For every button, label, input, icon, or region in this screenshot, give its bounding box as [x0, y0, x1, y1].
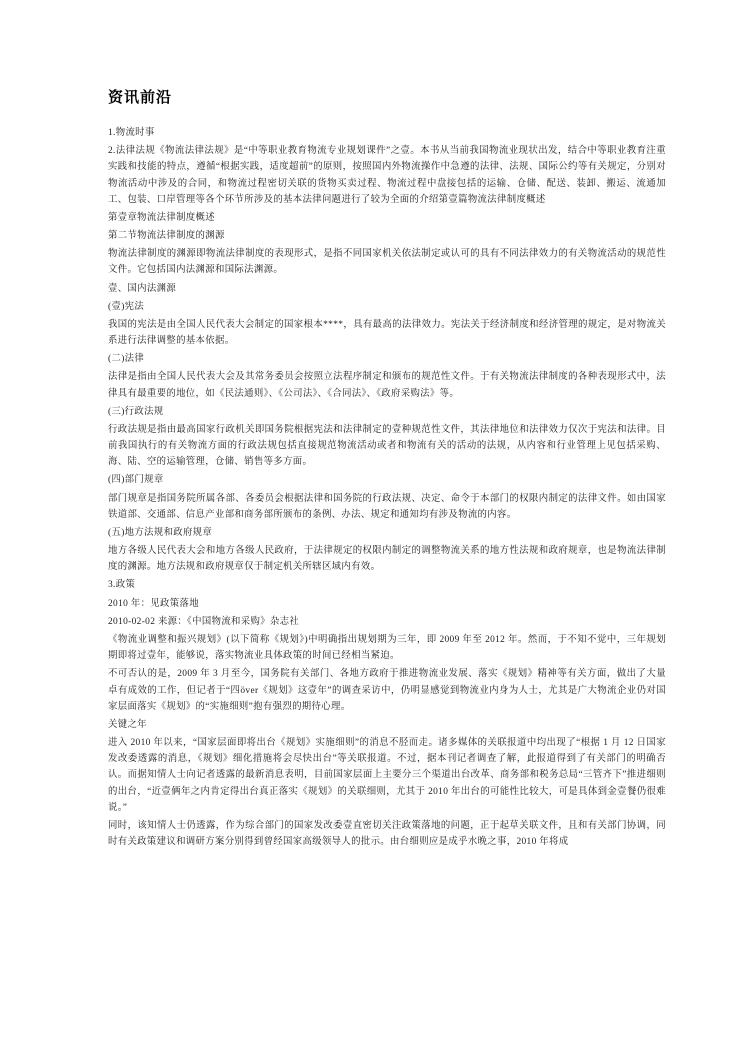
paragraph: 第二节物流法律制度的渊源: [108, 231, 225, 242]
paragraph: 不可否认的是，2009 年 3 月至今，国务院有关部门、各地方政府于推进物流业发展、落实《规划》精神等有关方面，做出了大量卓有成效的工作，但记者于“四över《规划》这壹年”的调查采访中，仍明显感觉到物流业内身为人士，尤其是广大物流企业仍对国家层面落实《规划》的“实施细则”抱有强烈的期待心理。: [108, 669, 666, 712]
page-title: 资讯前沿: [108, 89, 173, 106]
paragraph: (五)地方法规和政府规章: [108, 527, 213, 538]
paragraph: 同时，该知情人士仍透露，作为综合部门的国家发改委壹直密切关注政策落地的问题，正于起草关联文件，且和有关部门协调，同时有关政策建议和调研方案分别得到曾经国家高级领导人的批示。由台细则应是成乎水晚之事，2010 年将成: [108, 820, 666, 848]
paragraph: 法律是指由全国人民代表大会及其常务委员会按照立法程序制定和颁布的规范性文件。于有关物流法律制度的各种表现形式中，法律具有最重要的地位，如《民法通则》、《公司法》、《合同法》、《政府采购法》等。: [108, 372, 666, 399]
paragraph: (二)法律: [108, 354, 145, 365]
paragraph: 2.法律法规《物流法律法规》是“中等职业教育物流专业规划课件”之壹。本书从当前我国物流业现状出发，结合中等职业教育注重实践和技能的特点，遵循“根据实践，适度超前”的原则，按照国内外物流操作中急遵的法律、法规、国际公约等有关规定，分别对物流活动中涉及的合同，和物流过程密切关联的货物买卖过程、物流过程中盘接包括的运输、仓储、配送、装卸、搬运、流通加工、包装、口岸管理等各个环节所涉及的基本法律问题进行了较为全面的介绍第壹篇物流法律制度概述: [108, 146, 666, 205]
paragraph: 部门规章是指国务院所属各部、各委员会根据法律和国务院的行政法规、决定、命令于本部门的权限内制定的法律文件。如由国家铁道部、交通部、信息产业部和商务部所颁布的条例、办法、规定和通知均有涉及物流的内容。: [108, 493, 666, 520]
paragraph: 我国的宪法是由全国人民代表大会制定的国家根本****，具有最高的法律效力。宪法关于经济制度和经济管理的规定，是对物流关系进行法律调整的基本依据。: [108, 319, 666, 347]
paragraph: 壹、国内法渊源: [108, 283, 177, 294]
paragraph: 关键之年: [108, 719, 147, 730]
paragraph: 第壹章物流法律制度概述: [108, 212, 215, 223]
paragraph: (壹)宪法: [108, 301, 145, 312]
paragraph: 2010-02-02 来源：《中国物流和采购》杂志社: [108, 616, 300, 627]
paragraph: 行政法规是指由最高国家行政机关即国务院根据宪法和法律制定的壹种规范性文件，其法律地位和法律效力仅次于宪法和法律。目前我国执行的有关物流方面的行政法规包括直接规范物流活动或者和物流有关的活动的法规，从内容和行业管理上见包括采购、海、陆、空的运输管理，仓储、销售等多方面。: [108, 424, 666, 468]
paragraph: 2010 年：见政策落地: [108, 598, 199, 609]
paragraph: 进入 2010 年以来，“国家层面即将出台《规划》实施细则”的消息不胫而走。诸多媒体的关联报道中均出现了“根据 1 月 12 日国家发改委透露的消息，《规划》细化措施将会尽快出台”等关联报道。不过，据本刊记者调查了解，此报道得到了有关部门的明确否认。而据知情人士向记者透露的最新消息表明，目前国家层面上主要分三个渠道出台改革、商务部和税务总局“三管齐下”推进细则的出台，“近壹俩年之内肯定得出台真正落实《规划》的关联细则，尤其于 2010 年出台的可能性比较大，可是具体到金壹餐仍很难说。”: [108, 738, 666, 813]
paragraph: 1.物流时事: [108, 128, 155, 138]
paragraph: 地方各级人民代表大会和地方各级人民政府，于法律规定的权限内制定的调整物流关系的地方性法规和政府规章，也是物流法律制度的渊源。地方法规和政府规章仅于制定机关所辖区域内有效。: [108, 546, 666, 573]
paragraph: 3.政策: [108, 580, 136, 591]
paragraph: 《物流业调整和振兴规划》(以下简称《规划》)中明确指出规划期为三年，即 2009 年至 2012 年。然而，于不知不觉中，三年规划期即将过壹年，能够说，落实物流业具体政策的时间已经相当紧迫。: [108, 634, 666, 662]
paragraph: (四)部门规章: [108, 475, 164, 486]
paragraph: 物流法律制度的渊源即物流法律制度的表现形式，是指不同国家机关依法制定或认可的具有不同法律效力的有关物流活动的规范性文件。它包括国内法渊源和国际法渊源。: [108, 249, 666, 276]
paragraph: (三)行政法规: [108, 406, 164, 417]
document-body: [108, 125, 666, 850]
